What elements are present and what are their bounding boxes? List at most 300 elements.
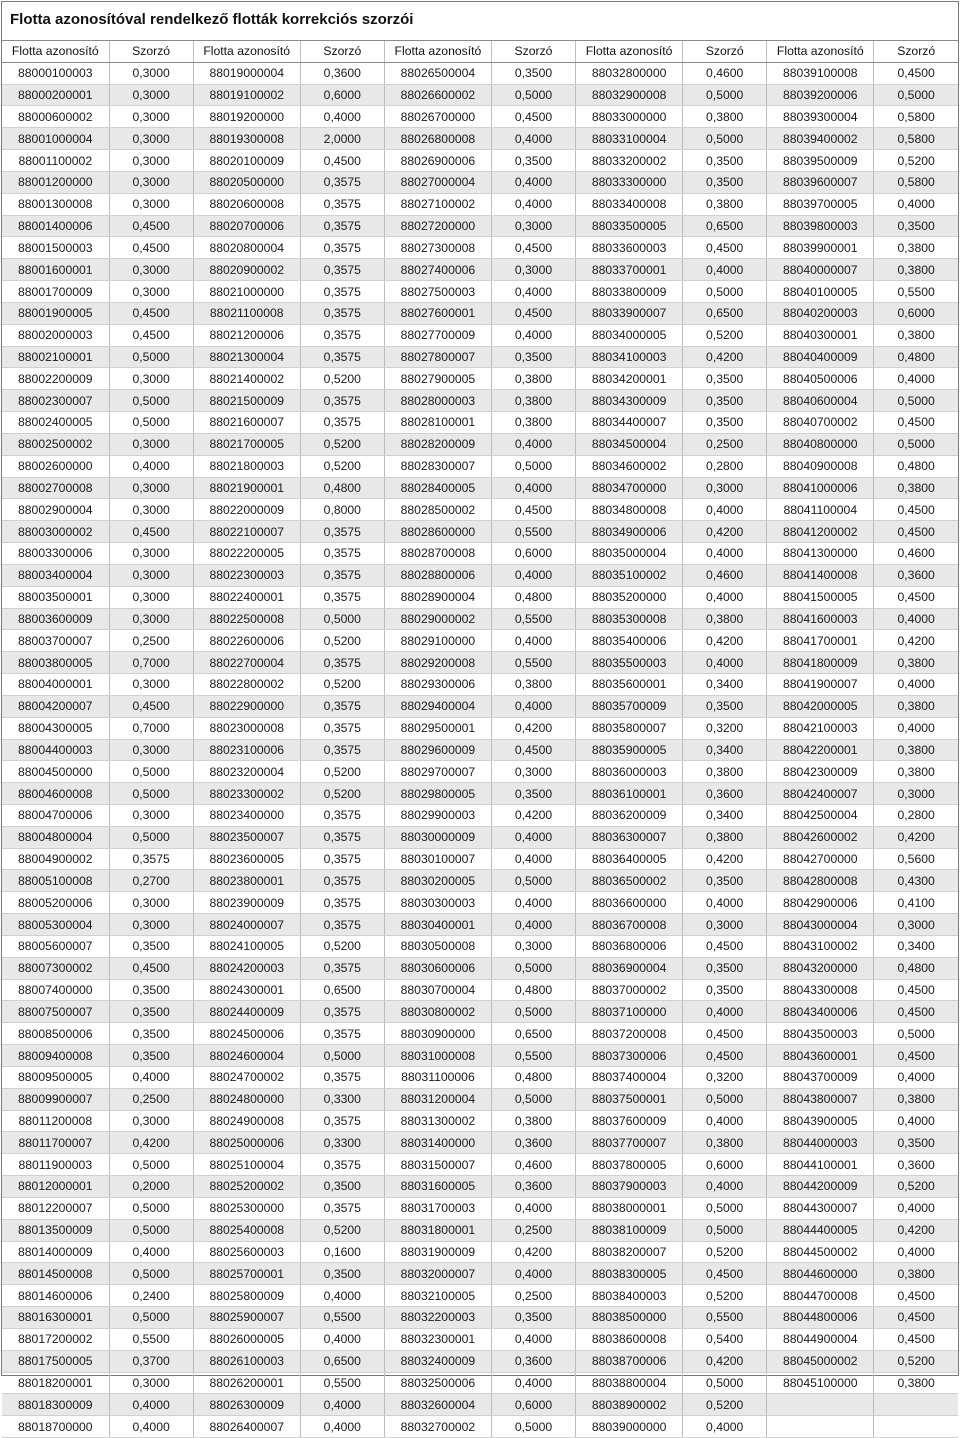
- multiplier-cell: 0,3500: [491, 346, 575, 368]
- fleet-id-cell: 88005100008: [2, 870, 109, 892]
- fleet-id-cell: 88032800000: [576, 62, 683, 84]
- multiplier-cell: 0,4200: [874, 630, 958, 652]
- fleet-id-cell: 88040900008: [767, 455, 874, 477]
- table-row: [2, 1197, 958, 1219]
- table-row: [2, 761, 958, 783]
- multiplier-cell: 0,4000: [491, 281, 575, 303]
- multiplier-cell: 0,1600: [300, 1241, 384, 1263]
- fleet-id-cell: 88044400005: [767, 1219, 874, 1241]
- fleet-id-cell: 88039900001: [767, 237, 874, 259]
- multiplier-cell: 0,2800: [874, 804, 958, 826]
- multiplier-cell: 0,6000: [300, 84, 384, 106]
- table-row: [2, 979, 958, 1001]
- fleet-id-cell: 88028100001: [384, 412, 491, 434]
- fleet-id-cell: 88034600002: [576, 455, 683, 477]
- multiplier-cell: 0,4000: [491, 1328, 575, 1350]
- multiplier-cell: 0,3575: [300, 586, 384, 608]
- multiplier-cell: 0,3700: [109, 1350, 193, 1372]
- multiplier-cell: 0,3500: [491, 150, 575, 172]
- fleet-id-cell: 88032400009: [384, 1350, 491, 1372]
- fleet-id-cell: 88043400006: [767, 1001, 874, 1023]
- fleet-id-cell: 88026100003: [193, 1350, 300, 1372]
- fleet-id-cell: 88019200000: [193, 106, 300, 128]
- page-title: Flotta azonosítóval rendelkező flották korrekciós szorzói: [2, 2, 958, 41]
- multiplier-cell: 0,4500: [300, 150, 384, 172]
- multiplier-cell: 0,5000: [109, 412, 193, 434]
- fleet-id-cell: 88035500003: [576, 652, 683, 674]
- multiplier-cell: 0,3575: [300, 717, 384, 739]
- multiplier-cell: 0,3800: [874, 652, 958, 674]
- fleet-id-cell: 88028800006: [384, 564, 491, 586]
- fleet-id-cell: 88022600006: [193, 630, 300, 652]
- multiplier-cell: 0,4000: [491, 1372, 575, 1394]
- multiplier-cell: 0,3800: [683, 193, 767, 215]
- multiplier-cell: 0,3000: [109, 433, 193, 455]
- multiplier-cell: 0,4500: [874, 1307, 958, 1329]
- fleet-id-cell: 88002900004: [2, 499, 109, 521]
- fleet-id-cell: 88036900004: [576, 957, 683, 979]
- fleet-id-cell: 88032200003: [384, 1307, 491, 1329]
- multiplier-cell: 0,3575: [300, 739, 384, 761]
- fleet-id-cell: 88042200001: [767, 739, 874, 761]
- multiplier-cell: 0,4000: [874, 193, 958, 215]
- fleet-id-cell: 88040400009: [767, 346, 874, 368]
- multiplier-cell: 0,3000: [109, 1110, 193, 1132]
- multiplier-cell: 0,4000: [491, 630, 575, 652]
- fleet-id-cell: 88000100003: [2, 62, 109, 84]
- fleet-id-cell: 88026000005: [193, 1328, 300, 1350]
- multiplier-cell: 0,7000: [109, 717, 193, 739]
- multiplier-cell: 0,5800: [874, 106, 958, 128]
- table-row: [2, 84, 958, 106]
- multiplier-cell: 0,2500: [109, 630, 193, 652]
- multiplier-cell: 0,4000: [683, 259, 767, 281]
- fleet-id-cell: 88043900005: [767, 1110, 874, 1132]
- multiplier-cell: 0,4000: [491, 564, 575, 586]
- multiplier-cell: 0,3000: [109, 499, 193, 521]
- multiplier-cell: 0,2400: [109, 1285, 193, 1307]
- fleet-id-cell: 88033500005: [576, 215, 683, 237]
- multiplier-cell: 0,3575: [300, 346, 384, 368]
- fleet-id-cell: 88024100005: [193, 935, 300, 957]
- column-header-multiplier: Szorzó: [109, 41, 193, 62]
- fleet-id-cell: 88001300008: [2, 193, 109, 215]
- fleet-id-cell: 88012000001: [2, 1176, 109, 1198]
- multiplier-cell: 0,2500: [683, 433, 767, 455]
- fleet-id-cell: 88004300005: [2, 717, 109, 739]
- multiplier-cell: 0,6500: [683, 215, 767, 237]
- fleet-id-cell: 88026800008: [384, 128, 491, 150]
- fleet-id-cell: 88022200005: [193, 543, 300, 565]
- table-row: [2, 1263, 958, 1285]
- fleet-id-cell: 88043600001: [767, 1045, 874, 1067]
- fleet-id-cell: 88008500006: [2, 1023, 109, 1045]
- multiplier-cell: 0,4500: [109, 957, 193, 979]
- multiplier-cell: 0,4200: [491, 717, 575, 739]
- fleet-id-cell: 88031400000: [384, 1132, 491, 1154]
- multiplier-cell: 0,3200: [683, 717, 767, 739]
- fleet-id-cell: 88004000001: [2, 674, 109, 696]
- fleet-id-cell: 88003500001: [2, 586, 109, 608]
- multiplier-cell: 0,3575: [300, 870, 384, 892]
- table-row: [2, 1132, 958, 1154]
- multiplier-cell: 0,2500: [491, 1219, 575, 1241]
- multiplier-cell: 0,4200: [683, 630, 767, 652]
- multiplier-cell: 0,4000: [300, 1416, 384, 1438]
- fleet-id-cell: 88044700008: [767, 1285, 874, 1307]
- fleet-id-cell: 88021600007: [193, 412, 300, 434]
- fleet-id-cell: 88042400007: [767, 783, 874, 805]
- fleet-id-cell: 88035800007: [576, 717, 683, 739]
- multiplier-cell: 0,3800: [874, 1372, 958, 1394]
- column-header-multiplier: Szorzó: [874, 41, 958, 62]
- fleet-id-cell: 88042300009: [767, 761, 874, 783]
- fleet-id-cell: 88043500003: [767, 1023, 874, 1045]
- multiplier-cell: 0,5600: [874, 848, 958, 870]
- table-row: [2, 1241, 958, 1263]
- fleet-id-cell: 88034700000: [576, 477, 683, 499]
- multiplier-cell: 0,3000: [109, 477, 193, 499]
- multiplier-cell: 0,3000: [683, 914, 767, 936]
- multiplier-cell: 0,3000: [109, 564, 193, 586]
- multiplier-cell: 0,3000: [109, 608, 193, 630]
- multiplier-cell: 0,4000: [874, 1241, 958, 1263]
- fleet-id-cell: 88033200002: [576, 150, 683, 172]
- multiplier-cell: 0,6500: [300, 1350, 384, 1372]
- fleet-id-cell: 88026900006: [384, 150, 491, 172]
- fleet-id-cell: 88043000004: [767, 914, 874, 936]
- multiplier-cell: 0,5000: [109, 1197, 193, 1219]
- fleet-id-cell: 88040200003: [767, 302, 874, 324]
- multiplier-cell: 0,3800: [683, 826, 767, 848]
- fleet-id-cell: 88034800008: [576, 499, 683, 521]
- multiplier-cell: 0,3500: [683, 979, 767, 1001]
- fleet-id-cell: 88028000003: [384, 390, 491, 412]
- fleet-id-cell: 88043300008: [767, 979, 874, 1001]
- fleet-id-cell: 88002700008: [2, 477, 109, 499]
- fleet-id-cell: 88036400005: [576, 848, 683, 870]
- multiplier-cell: 0,5000: [683, 128, 767, 150]
- fleet-id-cell: 88013500009: [2, 1219, 109, 1241]
- multiplier-cell: 0,5000: [683, 1197, 767, 1219]
- multiplier-cell: 0,3400: [683, 804, 767, 826]
- fleet-id-cell: 88040300001: [767, 324, 874, 346]
- multiplier-cell: 0,4500: [683, 1045, 767, 1067]
- multiplier-cell: 0,3500: [109, 1023, 193, 1045]
- fleet-id-cell: 88003400004: [2, 564, 109, 586]
- fleet-id-cell: 88034100003: [576, 346, 683, 368]
- multiplier-cell: 0,3575: [300, 324, 384, 346]
- multiplier-cell: 0,3500: [491, 62, 575, 84]
- multiplier-cell: 0,5200: [300, 674, 384, 696]
- fleet-id-cell: 88022700004: [193, 652, 300, 674]
- fleet-id-cell: 88045100000: [767, 1372, 874, 1394]
- fleet-id-cell: 88034400007: [576, 412, 683, 434]
- fleet-id-cell: 88029700007: [384, 761, 491, 783]
- multiplier-cell: 0,4200: [683, 521, 767, 543]
- multiplier-cell: 0,4200: [683, 1350, 767, 1372]
- multiplier-cell: 0,3000: [683, 477, 767, 499]
- multiplier-cell: 0,5000: [491, 870, 575, 892]
- fleet-id-cell: 88039200006: [767, 84, 874, 106]
- multiplier-cell: 0,3500: [491, 1307, 575, 1329]
- multiplier-cell: 0,5200: [300, 630, 384, 652]
- multiplier-cell: 0,4100: [874, 892, 958, 914]
- multiplier-cell: 0,4500: [683, 237, 767, 259]
- fleet-id-cell: 88024700002: [193, 1066, 300, 1088]
- fleet-id-cell: 88039400002: [767, 128, 874, 150]
- fleet-id-cell: 88029200008: [384, 652, 491, 674]
- fleet-id-cell: 88023600005: [193, 848, 300, 870]
- fleet-id-cell: 88027300008: [384, 237, 491, 259]
- multiplier-cell: 0,5200: [300, 761, 384, 783]
- fleet-id-cell: 88023200004: [193, 761, 300, 783]
- multiplier-cell: 0,4800: [874, 346, 958, 368]
- table-row: [2, 674, 958, 696]
- fleet-id-cell: 88039300004: [767, 106, 874, 128]
- multiplier-cell: 0,3000: [874, 783, 958, 805]
- fleet-id-cell: 88038400003: [576, 1285, 683, 1307]
- multiplier-cell: 0,3800: [491, 674, 575, 696]
- document-page: [1, 1, 959, 1434]
- multiplier-cell: 0,4500: [491, 499, 575, 521]
- multiplier-cell: 0,4500: [874, 979, 958, 1001]
- table-row: [2, 1023, 958, 1045]
- multiplier-cell: 0,3500: [874, 1132, 958, 1154]
- table-row: [2, 1328, 958, 1350]
- fleet-id-cell: 88025000006: [193, 1132, 300, 1154]
- fleet-id-cell: 88026200001: [193, 1372, 300, 1394]
- fleet-id-cell: 88036600000: [576, 892, 683, 914]
- multiplier-cell: 0,6500: [300, 979, 384, 1001]
- fleet-id-cell: 88030900000: [384, 1023, 491, 1045]
- fleet-id-cell: 88043700009: [767, 1066, 874, 1088]
- fleet-id-cell: 88029400004: [384, 695, 491, 717]
- fleet-id-cell: 88043100002: [767, 935, 874, 957]
- multiplier-cell: 0,4000: [109, 1066, 193, 1088]
- fleet-id-cell: 88037200008: [576, 1023, 683, 1045]
- table-row: [2, 128, 958, 150]
- multiplier-cell: 0,6000: [683, 1154, 767, 1176]
- fleet-id-cell: 88036300007: [576, 826, 683, 848]
- fleet-id-cell: 88036200009: [576, 804, 683, 826]
- multiplier-cell: 0,3000: [109, 150, 193, 172]
- table-row: [2, 324, 958, 346]
- fleet-id-cell: 88014000009: [2, 1241, 109, 1263]
- fleet-id-cell: 88025300000: [193, 1197, 300, 1219]
- fleet-id-cell: 88009500005: [2, 1066, 109, 1088]
- fleet-id-cell: 88043800007: [767, 1088, 874, 1110]
- multiplier-cell: 0,5500: [683, 1307, 767, 1329]
- multiplier-cell: 0,3575: [300, 914, 384, 936]
- multiplier-cell: 0,8000: [300, 499, 384, 521]
- fleet-id-cell: 88036500002: [576, 870, 683, 892]
- multiplier-cell: 0,4600: [874, 543, 958, 565]
- multiplier-cell: 0,5000: [491, 1416, 575, 1438]
- multiplier-cell: 0,4500: [491, 739, 575, 761]
- multiplier-cell: 0,4000: [683, 892, 767, 914]
- fleet-id-cell: 88020900002: [193, 259, 300, 281]
- fleet-id-cell: 88039100008: [767, 62, 874, 84]
- fleet-id-cell: 88032900008: [576, 84, 683, 106]
- fleet-id-cell: 88040000007: [767, 259, 874, 281]
- fleet-id-cell: 88030300003: [384, 892, 491, 914]
- fleet-id-cell: 88004800004: [2, 826, 109, 848]
- multiplier-cell: 0,4200: [109, 1132, 193, 1154]
- fleet-id-cell: 88003600009: [2, 608, 109, 630]
- fleet-id-cell: 88025800009: [193, 1285, 300, 1307]
- multiplier-cell: 0,3000: [109, 368, 193, 390]
- fleet-id-cell: 88041800009: [767, 652, 874, 674]
- multiplier-cell: 0,3575: [300, 695, 384, 717]
- multiplier-cell: 0,5000: [491, 957, 575, 979]
- fleet-id-cell: 88021400002: [193, 368, 300, 390]
- fleet-id-cell: 88002100001: [2, 346, 109, 368]
- fleet-id-cell: 88023500007: [193, 826, 300, 848]
- multiplier-cell: 0,6000: [874, 302, 958, 324]
- fleet-id-cell: 88032300001: [384, 1328, 491, 1350]
- fleet-id-cell: 88000600002: [2, 106, 109, 128]
- fleet-id-cell: 88041100004: [767, 499, 874, 521]
- fleet-id-cell: 88035700009: [576, 695, 683, 717]
- multiplier-cell: 0,3600: [683, 783, 767, 805]
- fleet-id-cell: 88027800007: [384, 346, 491, 368]
- fleet-id-cell: 88036000003: [576, 761, 683, 783]
- fleet-id-cell: 88030100007: [384, 848, 491, 870]
- fleet-id-cell: 88004200007: [2, 695, 109, 717]
- multiplier-cell: 0,5000: [300, 608, 384, 630]
- multiplier-cell: 0,3400: [874, 935, 958, 957]
- multiplier-cell: 0,5000: [683, 1088, 767, 1110]
- multiplier-cell: 0,3575: [300, 237, 384, 259]
- multiplier-cell: 0,3800: [874, 477, 958, 499]
- multiplier-cell: 0,5000: [109, 346, 193, 368]
- multiplier-cell: 0,3000: [109, 586, 193, 608]
- multiplier-cell: 0,6500: [491, 1023, 575, 1045]
- fleet-id-cell: 88028900004: [384, 586, 491, 608]
- multiplier-cell: 0,3800: [491, 412, 575, 434]
- multiplier-cell: 0,3575: [300, 259, 384, 281]
- table-row: [2, 1285, 958, 1307]
- fleet-id-cell: [767, 1394, 874, 1416]
- fleet-id-cell: 88025600003: [193, 1241, 300, 1263]
- fleet-id-cell: 88038200007: [576, 1241, 683, 1263]
- multiplier-cell: 0,3000: [874, 914, 958, 936]
- fleet-id-cell: 88030800002: [384, 1001, 491, 1023]
- multiplier-cell: 0,4000: [300, 1285, 384, 1307]
- multiplier-cell: 0,4000: [874, 1197, 958, 1219]
- fleet-id-cell: 88028200009: [384, 433, 491, 455]
- fleet-id-cell: 88007500007: [2, 1001, 109, 1023]
- multiplier-cell: 0,3000: [109, 739, 193, 761]
- fleet-id-cell: 88005600007: [2, 935, 109, 957]
- table-row: [2, 237, 958, 259]
- multiplier-cell: 0,4000: [683, 499, 767, 521]
- fleet-id-cell: 88027100002: [384, 193, 491, 215]
- table-row: [2, 302, 958, 324]
- multiplier-cell: 0,5000: [109, 1219, 193, 1241]
- fleet-id-cell: 88003000002: [2, 521, 109, 543]
- multiplier-cell: 0,5200: [683, 324, 767, 346]
- fleet-id-cell: 88003800005: [2, 652, 109, 674]
- fleet-id-cell: 88031900009: [384, 1241, 491, 1263]
- multiplier-cell: 0,3800: [874, 695, 958, 717]
- fleet-id-cell: 88001600001: [2, 259, 109, 281]
- fleet-id-cell: 88031300002: [384, 1110, 491, 1132]
- fleet-id-cell: 88028600000: [384, 521, 491, 543]
- fleet-id-cell: 88036800006: [576, 935, 683, 957]
- fleet-id-cell: 88035200000: [576, 586, 683, 608]
- table-row: [2, 848, 958, 870]
- fleet-id-cell: 88037700007: [576, 1132, 683, 1154]
- fleet-id-cell: 88021700005: [193, 433, 300, 455]
- fleet-id-cell: 88022900000: [193, 695, 300, 717]
- fleet-id-cell: 88031200004: [384, 1088, 491, 1110]
- table-row: [2, 1176, 958, 1198]
- multiplier-cell: 0,4500: [874, 521, 958, 543]
- fleet-id-cell: 88039500009: [767, 150, 874, 172]
- fleet-id-cell: 88041900007: [767, 674, 874, 696]
- multiplier-cell: 0,4000: [491, 695, 575, 717]
- multiplier-cell: 0,3575: [300, 390, 384, 412]
- multiplier-cell: 0,4000: [874, 674, 958, 696]
- fleet-id-cell: 88041700001: [767, 630, 874, 652]
- multiplier-cell: 0,5000: [491, 1001, 575, 1023]
- multiplier-cell: 0,3800: [874, 761, 958, 783]
- fleet-id-cell: 88032500006: [384, 1372, 491, 1394]
- multiplier-cell: 0,4600: [683, 564, 767, 586]
- fleet-id-cell: 88039800003: [767, 215, 874, 237]
- fleet-id-cell: 88021000000: [193, 281, 300, 303]
- fleet-id-cell: 88011200008: [2, 1110, 109, 1132]
- fleet-id-cell: 88002600000: [2, 455, 109, 477]
- fleet-id-cell: 88041300000: [767, 543, 874, 565]
- multiplier-cell: 0,4000: [491, 128, 575, 150]
- fleet-id-cell: 88016300001: [2, 1307, 109, 1329]
- multiplier-cell: 0,3600: [874, 564, 958, 586]
- fleet-id-cell: 88036700008: [576, 914, 683, 936]
- fleet-id-cell: 88026500004: [384, 62, 491, 84]
- multiplier-cell: 0,4500: [874, 62, 958, 84]
- fleet-id-cell: 88029100000: [384, 630, 491, 652]
- multiplier-cell: 0,4500: [683, 1023, 767, 1045]
- fleet-id-cell: 88042700000: [767, 848, 874, 870]
- column-header-multiplier: Szorzó: [683, 41, 767, 62]
- multiplier-cell: 0,3800: [683, 106, 767, 128]
- multiplier-cell: 0,2500: [109, 1088, 193, 1110]
- fleet-id-cell: 88030500008: [384, 935, 491, 957]
- multiplier-cell: 0,4200: [683, 346, 767, 368]
- multiplier-cell: 0,6000: [491, 1394, 575, 1416]
- multiplier-cell: 0,3300: [300, 1132, 384, 1154]
- fleet-id-cell: 88027200000: [384, 215, 491, 237]
- multiplier-cell: 0,5200: [683, 1394, 767, 1416]
- multiplier-cell: 0,5000: [874, 84, 958, 106]
- multiplier-cell: 0,4500: [874, 586, 958, 608]
- table-row: [2, 804, 958, 826]
- multiplier-cell: 0,3000: [109, 1372, 193, 1394]
- fleet-id-cell: 88018200001: [2, 1372, 109, 1394]
- multiplier-cell: 0,4800: [300, 477, 384, 499]
- fleet-id-cell: 88001500003: [2, 237, 109, 259]
- multiplier-cell: 0,3575: [300, 1066, 384, 1088]
- fleet-id-cell: 88026700000: [384, 106, 491, 128]
- fleet-id-cell: 88002300007: [2, 390, 109, 412]
- fleet-id-cell: 88034900006: [576, 521, 683, 543]
- multiplier-cell: 0,3500: [109, 979, 193, 1001]
- multiplier-cell: 0,4000: [491, 1263, 575, 1285]
- multiplier-cell: 0,4000: [300, 1394, 384, 1416]
